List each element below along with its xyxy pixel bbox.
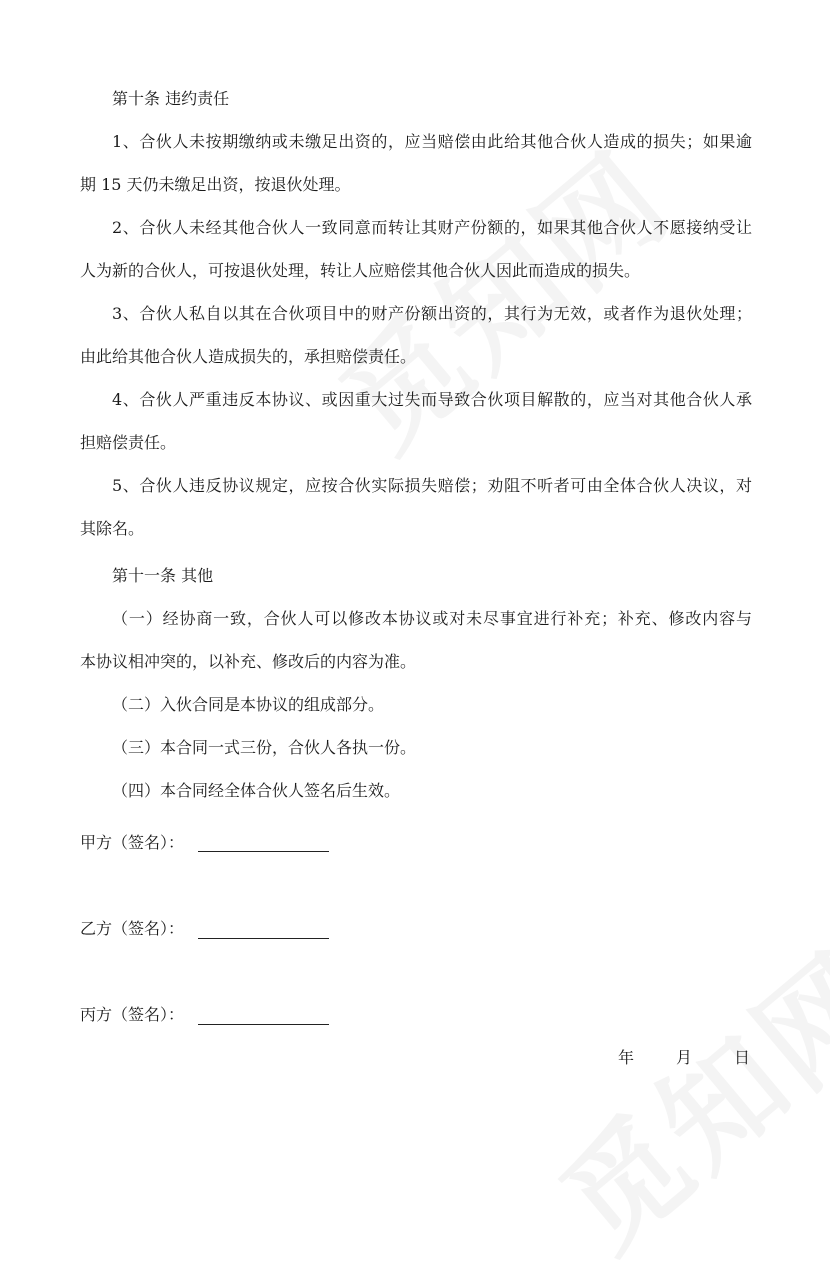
article-10-clause-1-line-1: 1、合伙人未按期缴纳或未缴足出资的，应当赔偿由此给其他合伙人造成的损失；如果逾: [112, 132, 752, 151]
article-11-item-2: （二）入伙合同是本协议的组成部分。: [112, 695, 385, 714]
article-11-item-1-line-1: （一）经协商一致，合伙人可以修改本协议或对未尽事宜进行补充；补充、修改内容与: [112, 609, 752, 628]
article-11-item-3: （三）本合同一式三份，合伙人各执一份。: [112, 738, 417, 757]
party-b-signature-line: [198, 938, 329, 939]
party-a-signature-line: [198, 851, 329, 852]
article-10-clause-2-line-1: 2、合伙人未经其他合伙人一致同意而转让其财产份额的，如果其他合伙人不愿接纳受让: [112, 218, 752, 237]
party-b-signature-label: 乙方（签名）：: [80, 919, 185, 938]
article-11-heading: 第十一条 其他: [112, 566, 214, 585]
party-a-signature-label: 甲方（签名）：: [80, 833, 185, 852]
article-10-heading: 第十条 违约责任: [112, 89, 230, 108]
article-10-clause-1-line-2: 期 15 天仍未缴足出资，按退伙处理。: [80, 175, 351, 194]
article-10-clause-5-line-1: 5、合伙人违反协议规定，应按合伙实际损失赔偿；劝阻不听者可由全体合伙人决议，对: [112, 476, 752, 495]
party-c-signature-line: [198, 1024, 329, 1025]
party-c-signature-label: 丙方（签名）：: [80, 1005, 185, 1024]
article-10-clause-3-line-2: 由此给其他合伙人造成损失的，承担赔偿责任。: [80, 347, 417, 366]
article-10-clause-5-line-2: 其除名。: [80, 519, 145, 538]
article-10-clause-4-line-1: 4、合伙人严重违反本协议、或因重大过失而导致合伙项目解散的，应当对其他合伙人承: [112, 390, 752, 409]
date-year: 年: [618, 1048, 635, 1067]
watermark-bottom: [520, 907, 830, 1282]
watermark: [300, 107, 700, 482]
article-10-clause-4-line-2: 担赔偿责任。: [80, 433, 177, 452]
article-11-item-4: （四）本合同经全体合伙人签名后生效。: [112, 781, 401, 800]
date-day: 日: [734, 1048, 751, 1067]
article-11-item-1-line-2: 本协议相冲突的，以补充、修改后的内容为准。: [80, 652, 417, 671]
date-month: 月: [676, 1048, 693, 1067]
article-10-clause-2-line-2: 人为新的合伙人，可按退伙处理，转让人应赔偿其他合伙人因此而造成的损失。: [80, 261, 641, 280]
article-10-clause-3-line-1: 3、合伙人私自以其在合伙项目中的财产份额出资的，其行为无效，或者作为退伙处理；: [112, 304, 752, 323]
